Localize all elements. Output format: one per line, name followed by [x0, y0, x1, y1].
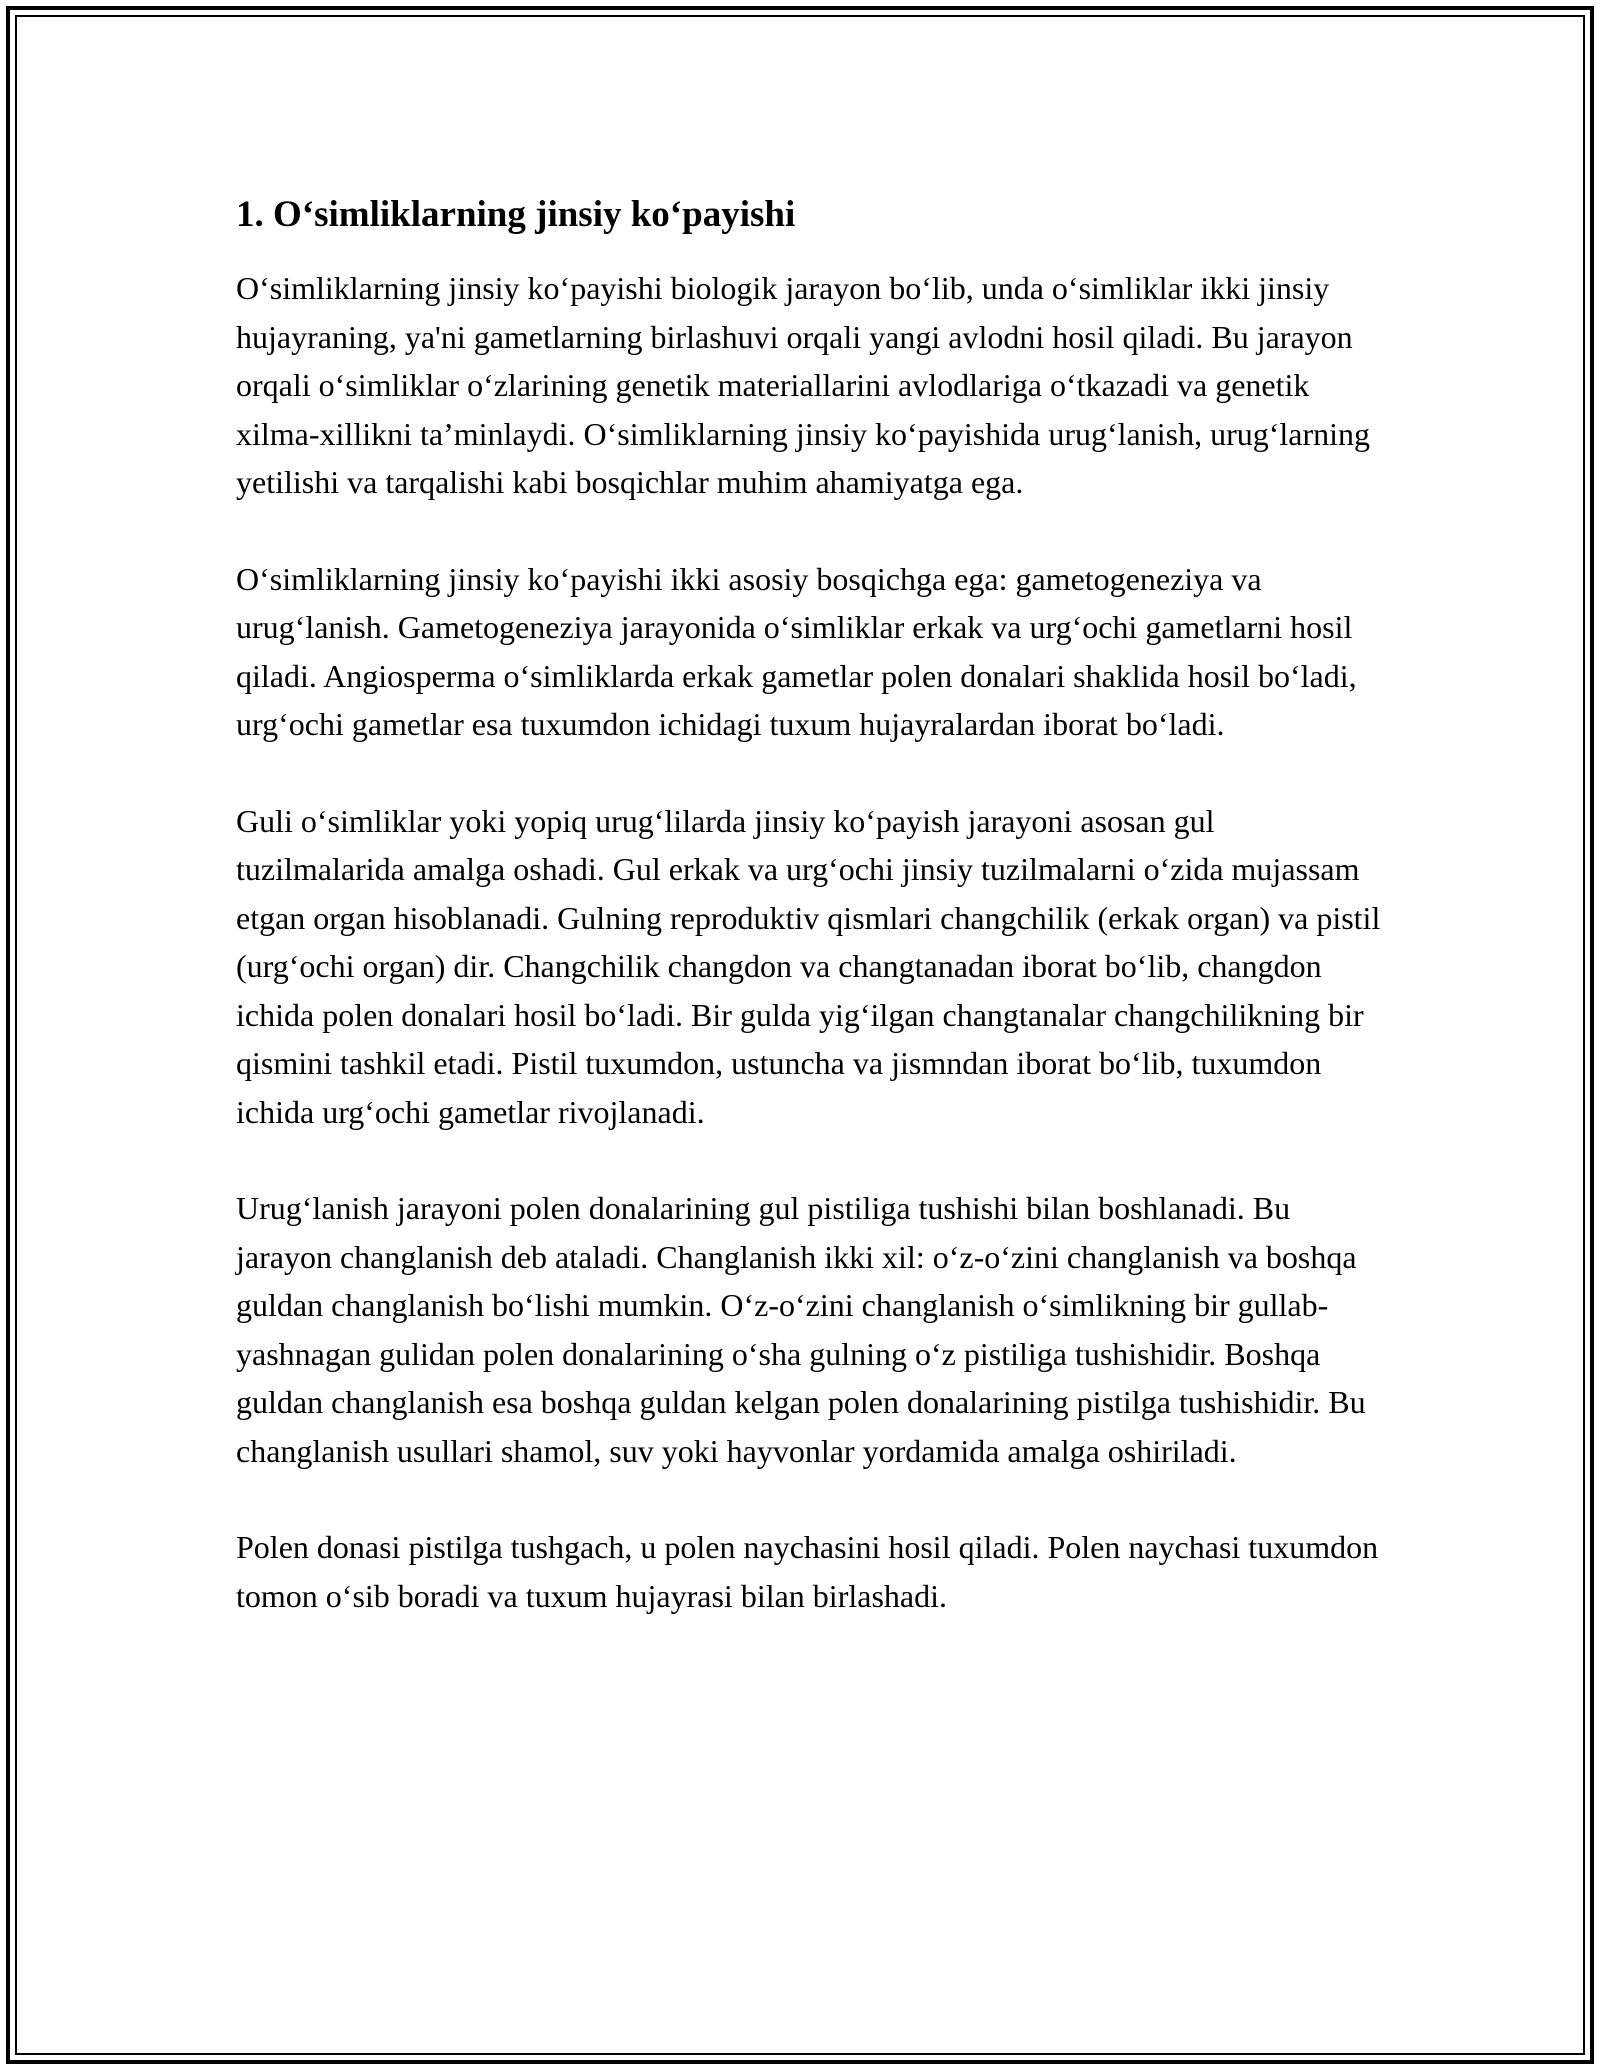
- paragraph-2: O‘simliklarning jinsiy ko‘payishi ikki asosiy bosqichga ega: gametogeneziya va urug‘lanish. Gametogeneziya jarayonida o‘simliklar erkak va urg‘ochi gametlarni hosil qiladi. Angiosperma o‘simliklarda erkak gametlar polen donalari shaklida hosil bo‘ladi, urg‘ochi gametlar esa tuxumdon ichidagi tuxum hujayralardan iborat bo‘ladi.: [236, 560, 1357, 742]
- paragraph-3: Guli o‘simliklar yoki yopiq urug‘lilarda jinsiy ko‘payish jarayoni asosan gul tuzilmalarida amalga oshadi. Gul erkak va urg‘ochi jinsiy tuzilmalarni o‘zida mujassam etgan organ hisoblanadi. Gulning reproduktiv qismlari changchilik (erkak organ) va pistil (urg‘ochi organ) dir. Changchilik changdon va changtanadan iborat bo‘lib, changdon ichida polen donalari hosil bo‘ladi. Bir gulda yig‘ilgan changtanalar changchilikning bir qismini tashkil etadi. Pistil tuxumdon, ustuncha va jismndan iborat bo‘lib, tuxumdon ichida urg‘ochi gametlar rivojlanadi.: [236, 802, 1381, 1130]
- section-title: 1. O‘simliklarning jinsiy ko‘payishi: [236, 194, 796, 235]
- paragraph-5: Polen donasi pistilga tushgach, u polen naychasini hosil qiladi. Polen naychasi tuxumdon tomon o‘sib boradi va tuxum hujayrasi bilan birlashadi.: [236, 1529, 1379, 1614]
- paragraph-1: O‘simliklarning jinsiy ko‘payishi biologik jarayon bo‘lib, unda o‘simliklar ikki jinsiy hujayraning, ya'ni gametlarning birlashuvi orqali yangi avlodni hosil qiladi. Bu jarayon orqali o‘simliklar o‘zlarining genetik materiallarini avlodlariga o‘tkazadi va genetik xilma-xillikni ta’minlaydi. O‘simliklarning jinsiy ko‘payishida urug‘lanish, urug‘larning yetilishi va tarqalishi kabi bosqichlar muhim ahamiyatga ega.: [236, 270, 1371, 500]
- document-body: [236, 188, 1386, 1668]
- paragraph-4: Urug‘lanish jarayoni polen donalarining gul pistiliga tushishi bilan boshlanadi. Bu jarayon changlanish deb ataladi. Changlanish ikki xil: o‘z-o‘zini changlanish va boshqa guldan changlanish bo‘lishi mumkin. O‘z-o‘zini changlanish o‘simlikning bir gullab-yashnagan gulidan polen donalarining o‘sha gulning o‘z pistiliga tushishidir. Boshqa guldan changlanish esa boshqa guldan kelgan polen donalarining pistilga tushishidir. Bu changlanish usullari shamol, suv yoki hayvonlar yordamida amalga oshiriladi.: [236, 1190, 1366, 1469]
